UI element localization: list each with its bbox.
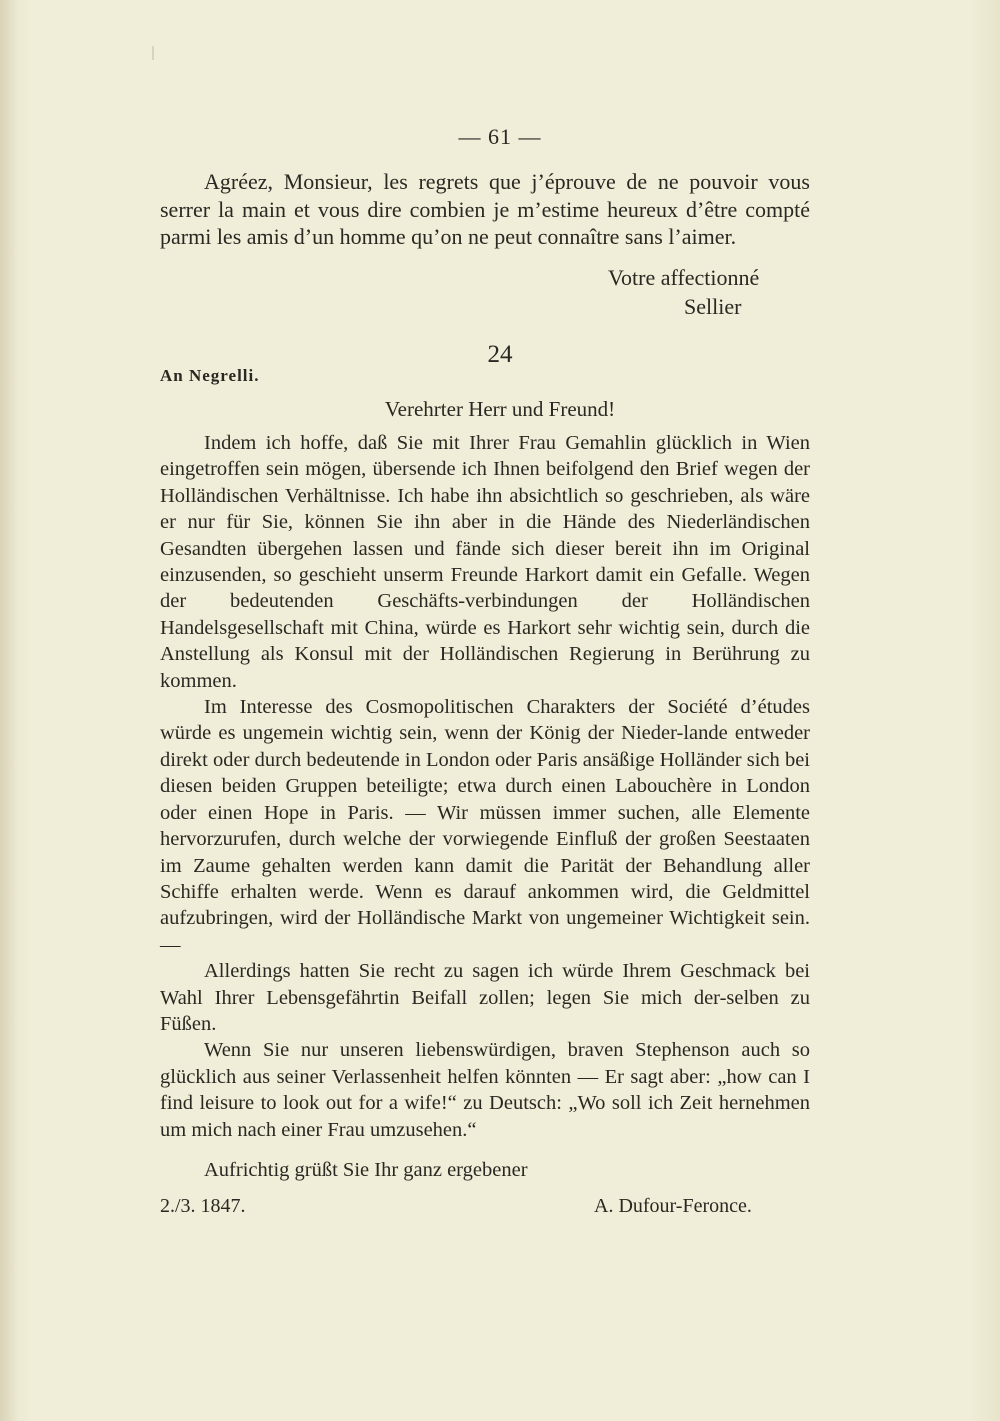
letter-paragraph: Allerdings hatten Sie recht zu sagen ich würde Ihrem Geschmack bei Wahl Ihrer Lebensgefährtin Beifall zollen; legen Sie mich der-selben zu Füßen. — [160, 960, 810, 1035]
closing-line-1: Votre affectionné — [608, 265, 760, 290]
closing-signature: Sellier — [684, 294, 742, 319]
letter-date: 2./3. 1847. — [160, 1195, 246, 1217]
letter-salutation: Verehrter Herr und Freund! — [384, 397, 616, 421]
letter-paragraph: Wenn Sie nur unseren liebenswürdigen, braven Stephenson auch so glücklich aus seiner Verlassenheit helfen könnten — Er sagt aber: „how can I find leisure to look out for a wife!“ zu Deutsch: „Wo soll ich Zeit hernehmen um mich nach einer Frau umzusehen.“ — [160, 1039, 810, 1141]
letter-signature: A. Dufour-Feronce. — [594, 1195, 752, 1217]
letter-number: 24 — [487, 341, 513, 368]
french-paragraph-text: Agréez, Monsieur, les regrets que j’éprouve de ne pouvoir vous serrer la main et vous dire combien je m’estime heureux d’être compté parmi les amis d’un homme qu’on ne peut connaître sans l’aimer. — [160, 169, 810, 249]
letter-paragraph: Im Interesse des Cosmopolitischen Charakters der Société d’études würde es ungemein wichtig sein, wenn der König der Nieder-lande entweder direkt oder durch bedeutende in London oder Paris ansäßige Holländer sich bei diesen beiden Gruppen beteiligte; etwa durch einen Labouchère in London oder einen Hope in Paris. — Wir müssen immer suchen, alle Elemente hervorzurufen, durch welche der vorwiegende Einfluß der großen Seestaaten im Zaume gehalten werden kann damit die Parität der Behandlung aller Schiffe erhalten werde. Wenn es darauf ankommen wird, die Geldmittel aufzubringen, wird der Holländische Markt von ungemeiner Wichtigkeit sein. — — [160, 696, 810, 956]
page-binding-shadow — [0, 0, 18, 1421]
letter-paragraph: Indem ich hoffe, daß Sie mit Ihrer Frau Gemahlin glücklich in Wien eingetroffen sein mögen, übersende ich Ihnen beifolgend den Brief wegen der Holländischen Verhältnisse. Ich habe ihn absichtlich so geschrieben, als wäre er nur für Sie, können Sie ihn aber in die Hände des Niederländischen Gesandten übergehen lassen und fände sich dieser bereit ihn im Original einzusenden, so geschieht unserm Freunde Harkort damit ein Gefalle. Wegen der bedeutenden Geschäfts-verbindungen der Holländischen Handelsgesellschaft mit China, würde es Harkort sehr wichtig sein, durch die Anstellung als Konsul mit der Holländischen Regierung in Berührung zu kommen. — [160, 432, 810, 692]
letter-body — [160, 430, 810, 1143]
page-number: — 61 — — [458, 124, 542, 149]
letter-recipient: An Negrelli. — [160, 366, 260, 385]
french-paragraph — [160, 168, 810, 251]
letter-sign-off: Aufrichtig grüßt Sie Ihr ganz ergebener — [204, 1159, 528, 1181]
margin-mark — [152, 46, 154, 60]
